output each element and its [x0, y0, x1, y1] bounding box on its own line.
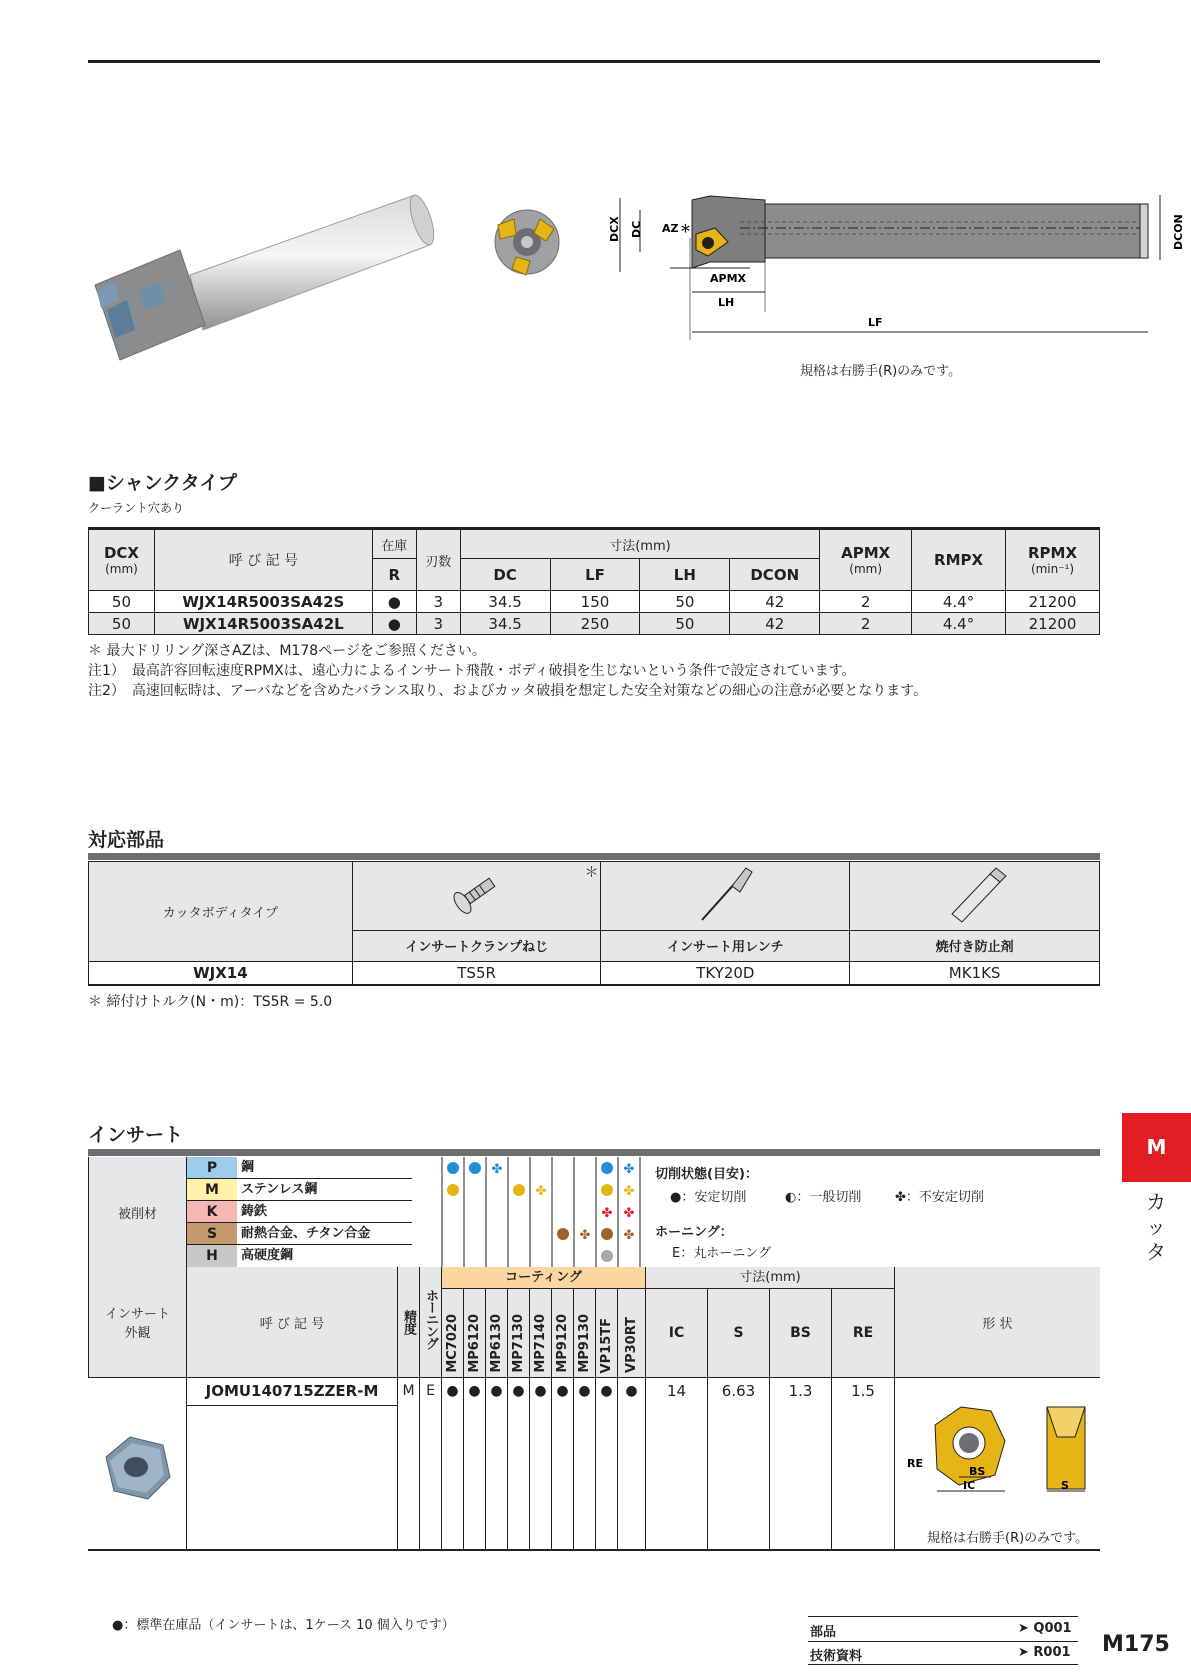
grade-mp7130: MP7130	[511, 1314, 526, 1373]
cell-dcx: 50	[89, 591, 155, 613]
material-list	[187, 1157, 412, 1267]
general-cut-icon	[601, 1184, 613, 1196]
general-cut-icon	[469, 1162, 481, 1174]
general-cut-icon	[557, 1228, 569, 1240]
unstable-cut-icon: ✤	[623, 1206, 635, 1221]
grade-mp6130: MP6130	[489, 1314, 504, 1373]
unstable-cut-icon: ✤	[623, 1162, 635, 1177]
stock-note: ●：標準在庫品（インサートは、1ケース 10 個入りです）	[112, 1618, 455, 1633]
cell-compound: MK1KS	[850, 962, 1100, 985]
page-number: M175	[1102, 1632, 1170, 1657]
col-rpmx	[1006, 529, 1100, 591]
cell-rmpx: 4.4°	[912, 591, 1006, 613]
coating-header: コーティング	[442, 1267, 646, 1289]
col-apmx	[820, 529, 912, 591]
apmx-unit: (mm)	[849, 562, 883, 576]
grade-mp9130: MP9130	[577, 1314, 592, 1373]
honing-title: ホーニング：	[655, 1225, 733, 1240]
grade-vp15tf: VP15TF	[599, 1317, 614, 1373]
col-compound: 焼付き防止剤	[850, 930, 1100, 961]
insert-photo	[88, 1377, 187, 1549]
material-label: 被削材	[88, 1157, 187, 1267]
insert-shape-drawing	[895, 1377, 1100, 1527]
rpmx-header: RPMX	[1027, 544, 1078, 562]
cell-lf: 150	[550, 591, 640, 613]
material-name-h: 高硬度鋼	[241, 1248, 294, 1263]
cell-screw: TS5R	[352, 962, 601, 985]
ref-rule	[808, 1641, 1078, 1642]
grade-headers	[442, 1289, 646, 1377]
cell-re: 1.5	[832, 1377, 895, 1549]
rpmx-unit: (min⁻¹)	[1030, 562, 1075, 576]
material-code-m: M	[187, 1179, 237, 1200]
col-stock: 在庫	[372, 529, 416, 559]
stock-mark: ●	[552, 1377, 574, 1549]
col-dims: 寸法(mm)	[460, 529, 820, 559]
general-cut-icon	[447, 1162, 459, 1174]
dim-bs-header: BS	[770, 1289, 832, 1377]
cell-rpmx: 21200	[1006, 613, 1100, 635]
shape-header: 形 状	[895, 1267, 1100, 1377]
insert-dim-headers	[646, 1289, 895, 1377]
cell-body: WJX14	[89, 962, 353, 985]
lh-label: LH	[718, 296, 735, 309]
side-tab-letter[interactable]: M	[1122, 1113, 1191, 1182]
material-row-h	[187, 1245, 412, 1267]
dcx-unit: (mm)	[105, 562, 138, 576]
unstable-cut-icon: ✤	[601, 1206, 613, 1221]
insert-dims-header: 寸法(mm)	[646, 1267, 895, 1289]
cell-code: WJX14R5003SA42L	[154, 613, 372, 635]
cell-stock: ●	[372, 591, 416, 613]
az-star: ＊	[680, 222, 691, 235]
wrench-icon	[690, 864, 760, 924]
material-name-p: 鋼	[241, 1160, 255, 1175]
general-cut-icon	[447, 1184, 459, 1196]
cell-apmx: 2	[820, 613, 912, 635]
unstable-cut-icon: ✤	[579, 1228, 591, 1243]
insert-code-blank	[187, 1406, 398, 1549]
stock-mark: ●	[486, 1377, 508, 1549]
cell-code: WJX14R5003SA42S	[154, 591, 372, 613]
screw-image-cell	[352, 862, 601, 931]
parts-section-title: 対応部品	[88, 829, 165, 851]
grade-mc7020: MC7020	[445, 1314, 460, 1373]
unstable-cut-icon: ✤	[623, 1228, 635, 1243]
col-dc: DC	[460, 559, 550, 591]
shank-note-2: 注1） 最高許容回転速度RPMXは、遠心力によるインサート飛散・ボディ破損を生じないという条件で設定されています。	[88, 663, 856, 679]
cell-dcon: 42	[730, 613, 820, 635]
table-row	[89, 613, 1100, 635]
appearance-header: インサート外観	[88, 1267, 187, 1377]
precision-header-text: 精度	[401, 1310, 416, 1334]
insert-dim-cells	[646, 1377, 895, 1549]
material-code-p: P	[187, 1157, 237, 1178]
shank-note-1: ＊ 最大ドリリング深さAZは、M178ページをご参照ください。	[88, 643, 486, 659]
grade-mp7140: MP7140	[533, 1314, 548, 1373]
cell-teeth: 3	[416, 591, 460, 613]
ref-tech-label[interactable]: 技術資料	[810, 1649, 863, 1664]
table-row	[89, 591, 1100, 613]
stock-mark: ●	[530, 1377, 552, 1549]
col-dcon: DCON	[730, 559, 820, 591]
col-wrench: インサート用レンチ	[601, 930, 850, 961]
cell-s: 6.63	[708, 1377, 770, 1549]
col-lf: LF	[550, 559, 640, 591]
cell-ic: 14	[646, 1377, 708, 1549]
col-screw: インサートクランプねじ	[352, 930, 601, 961]
insert-section-title: インサート	[88, 1124, 184, 1146]
cutter-end-view	[490, 205, 570, 285]
material-name-m: ステンレス鋼	[241, 1182, 318, 1197]
col-stock-r: R	[372, 559, 416, 591]
legend-general: ◐：一般切削	[785, 1190, 862, 1205]
table-row	[89, 962, 1100, 985]
material-row-p	[187, 1157, 412, 1179]
legend-unstable: ✤：不安定切削	[895, 1190, 984, 1205]
dcon-label: DCON	[1172, 214, 1185, 250]
honing-header-text: ホーニング	[423, 1289, 438, 1349]
stock-mark: ●	[596, 1377, 618, 1549]
screw-star: ＊	[584, 865, 599, 881]
material-code-k: K	[187, 1201, 237, 1222]
parts-table	[88, 861, 1100, 986]
body-type-header: カッタボディタイプ	[89, 862, 353, 962]
shank-table	[88, 527, 1100, 635]
general-cut-icon	[601, 1162, 613, 1174]
shape-s-label: S	[1061, 1479, 1069, 1492]
stock-mark: ●	[618, 1377, 646, 1549]
cell-rpmx: 21200	[1006, 591, 1100, 613]
material-code-h: H	[187, 1245, 237, 1267]
cell-wrench: TKY20D	[601, 962, 850, 985]
grade-mp9120: MP9120	[555, 1314, 570, 1373]
dcx-label: DCX	[608, 216, 621, 242]
stock-mark: ●	[442, 1377, 464, 1549]
parts-bar	[88, 853, 1100, 860]
general-cut-icon	[513, 1184, 525, 1196]
ref-parts-label[interactable]: 部品	[810, 1625, 837, 1640]
wrench-image-cell	[601, 862, 850, 931]
top-caption: 規格は右勝手(R)のみです。	[800, 364, 962, 379]
cell-rmpx: 4.4°	[912, 613, 1006, 635]
apmx-label: APMX	[710, 272, 747, 285]
compound-image-cell	[850, 862, 1100, 931]
shape-re-label: RE	[907, 1457, 923, 1470]
insert-photo-cell	[88, 1377, 187, 1549]
cell-bs: 1.3	[770, 1377, 832, 1549]
cell-dc: 34.5	[460, 613, 550, 635]
stock-mark: ●	[464, 1377, 486, 1549]
insert-shape-cell	[895, 1377, 1100, 1549]
grade-mp6120: MP6120	[467, 1314, 482, 1373]
ref-parts-page[interactable]: ➤ Q001	[1018, 1621, 1072, 1636]
cell-dcon: 42	[730, 591, 820, 613]
dc-label: DC	[630, 220, 643, 238]
cell-lh: 50	[640, 613, 730, 635]
unstable-cut-icon: ✤	[535, 1184, 547, 1199]
stock-mark: ●	[574, 1377, 596, 1549]
parts-note: ＊ 締付けトルク(N・m)：TS5R = 5.0	[88, 994, 333, 1010]
cutter-dimension-diagram	[600, 190, 1185, 340]
col-lh: LH	[640, 559, 730, 591]
shank-note-3: 注2） 高速回転時は、アーバなどを含めたバランス取り、およびカッタ破損を想定した安全対策などの細心の注意が必要となります。	[88, 683, 928, 699]
honing-legend: E：丸ホーニング	[672, 1246, 771, 1261]
cell-dc: 34.5	[460, 591, 550, 613]
insert-bar	[88, 1149, 1100, 1156]
material-code-s: S	[187, 1223, 237, 1244]
dim-s-header: S	[708, 1289, 770, 1377]
stock-mark: ●	[508, 1377, 530, 1549]
honing-header	[420, 1267, 442, 1377]
shank-subtitle: クーラント穴あり	[88, 501, 185, 515]
cell-lh: 50	[640, 591, 730, 613]
precision-header	[398, 1267, 420, 1377]
code-header: 呼 び 記 号	[187, 1267, 398, 1377]
top-rule	[88, 60, 1100, 63]
suitability-matrix	[442, 1157, 647, 1267]
material-row-s	[187, 1223, 412, 1245]
cell-dcx: 50	[89, 613, 155, 635]
dim-ic-header: IC	[646, 1289, 708, 1377]
shank-section-title: ■シャンクタイプ	[88, 472, 237, 494]
tube-icon	[940, 864, 1010, 924]
insert-honing: E	[420, 1377, 442, 1549]
insert-bottom-rule	[88, 1549, 1100, 1551]
side-tab-text: カッタ	[1146, 1190, 1166, 1264]
ref-rule	[808, 1616, 1078, 1617]
general-cut-icon	[601, 1250, 613, 1262]
screw-icon	[442, 866, 512, 922]
cell-stock: ●	[372, 613, 416, 635]
legend-stable: ●：安定切削	[670, 1190, 747, 1205]
insert-grade-cells	[442, 1377, 646, 1549]
unstable-cut-icon: ✤	[491, 1162, 503, 1177]
grade-vp30rt: VP30RT	[624, 1317, 639, 1373]
material-name-k: 鋳鉄	[241, 1204, 268, 1219]
material-row-k	[187, 1201, 412, 1223]
shape-bs-label: BS	[969, 1465, 986, 1478]
legend-title: 切削状態(目安)：	[655, 1167, 758, 1182]
cell-lf: 250	[550, 613, 640, 635]
az-label: AZ	[662, 222, 679, 235]
col-dcx	[89, 529, 155, 591]
material-row-m	[187, 1179, 412, 1201]
cell-teeth: 3	[416, 613, 460, 635]
col-rmpx: RMPX	[912, 529, 1006, 591]
col-code: 呼 び 記 号	[154, 529, 372, 591]
shape-ic-label: IC	[963, 1479, 976, 1492]
cell-apmx: 2	[820, 591, 912, 613]
cutter-photo	[85, 190, 435, 365]
general-cut-icon	[601, 1228, 613, 1240]
insert-precision: M	[398, 1377, 420, 1549]
dcx-header: DCX	[103, 544, 139, 562]
unstable-cut-icon: ✤	[623, 1184, 635, 1199]
col-teeth: 刃数	[416, 529, 460, 591]
ref-rule	[808, 1664, 1078, 1665]
lf-label: LF	[868, 316, 883, 329]
apmx-header: APMX	[841, 544, 891, 562]
insert-code: JOMU140715ZZER-M	[187, 1377, 398, 1406]
shape-caption: 規格は右勝手(R)のみです。	[927, 1531, 1089, 1546]
ref-tech-page[interactable]: ➤ R001	[1018, 1645, 1071, 1660]
dim-re-header: RE	[832, 1289, 895, 1377]
material-name-s: 耐熱合金、チタン合金	[241, 1226, 371, 1241]
